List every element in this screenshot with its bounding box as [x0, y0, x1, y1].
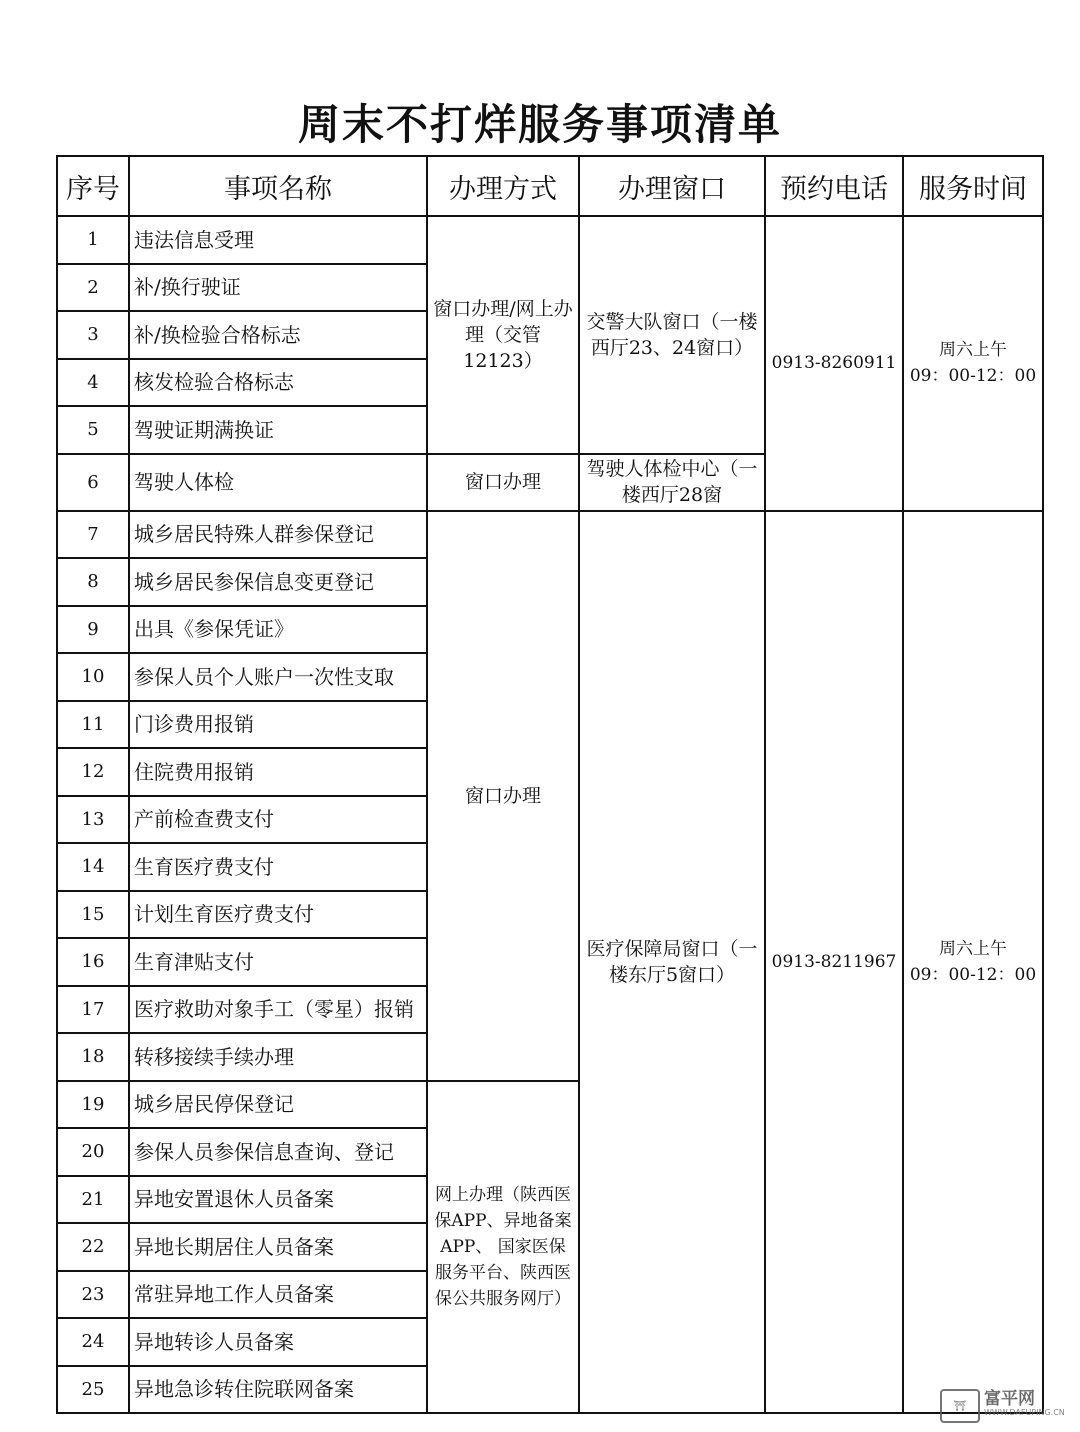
- row-number: 19: [57, 1081, 129, 1129]
- method-cell: 窗口办理: [427, 511, 579, 1081]
- table-row: [57, 216, 1043, 264]
- row-item-name: 违法信息受理: [129, 216, 427, 264]
- row-number: 15: [57, 891, 129, 939]
- row-number: 5: [57, 406, 129, 454]
- service-time-hours: 09：00-12：00: [909, 964, 1037, 985]
- row-item-name: 门诊费用报销: [129, 701, 427, 749]
- row-number: 4: [57, 359, 129, 407]
- row-number: 9: [57, 606, 129, 654]
- watermark-url: WWW.DAFUPING.CN: [984, 1408, 1065, 1417]
- row-item-name: 驾驶证期满换证: [129, 406, 427, 454]
- row-item-name: 参保人员个人账户一次性支取: [129, 653, 427, 701]
- service-time-cell: [903, 216, 1043, 511]
- row-number: 25: [57, 1366, 129, 1414]
- row-item-name: 医疗救助对象手工（零星）报销: [129, 986, 427, 1034]
- row-number: 20: [57, 1128, 129, 1176]
- header-phone: 预约电话: [765, 156, 903, 216]
- method-cell: 网上办理（陕西医保APP、异地备案APP、 国家医保服务平台、陕西医保公共服务网厅）: [427, 1081, 579, 1414]
- service-time-cell: [903, 511, 1043, 1414]
- row-item-name: 常驻异地工作人员备案: [129, 1271, 427, 1319]
- row-item-name: 异地急诊转住院联网备案: [129, 1366, 427, 1414]
- header-number: 序号: [57, 156, 129, 216]
- service-items-table: [56, 155, 1044, 1414]
- window-cell: 驾驶人体检中心（一楼西厅28窗: [579, 454, 765, 511]
- row-item-name: 出具《参保凭证》: [129, 606, 427, 654]
- row-item-name: 住院费用报销: [129, 748, 427, 796]
- site-watermark: [940, 1386, 1072, 1426]
- row-number: 12: [57, 748, 129, 796]
- row-item-name: 城乡居民停保登记: [129, 1081, 427, 1129]
- row-number: 14: [57, 843, 129, 891]
- row-item-name: 补/换行驶证: [129, 264, 427, 312]
- row-number: 21: [57, 1176, 129, 1224]
- table-header-row: [57, 156, 1043, 216]
- row-number: 18: [57, 1033, 129, 1081]
- row-item-name: 异地转诊人员备案: [129, 1318, 427, 1366]
- window-cell: 交警大队窗口（一楼西厅23、24窗口）: [579, 216, 765, 454]
- row-item-name: 城乡居民参保信息变更登记: [129, 558, 427, 606]
- row-number: 23: [57, 1271, 129, 1319]
- row-number: 2: [57, 264, 129, 312]
- row-number: 1: [57, 216, 129, 264]
- row-number: 13: [57, 796, 129, 844]
- row-number: 8: [57, 558, 129, 606]
- row-item-name: 异地安置退休人员备案: [129, 1176, 427, 1224]
- row-number: 16: [57, 938, 129, 986]
- row-number: 24: [57, 1318, 129, 1366]
- row-number: 3: [57, 311, 129, 359]
- row-item-name: 转移接续手续办理: [129, 1033, 427, 1081]
- row-item-name: 核发检验合格标志: [129, 359, 427, 407]
- row-item-name: 产前检查费支付: [129, 796, 427, 844]
- row-item-name: 补/换检验合格标志: [129, 311, 427, 359]
- row-number: 17: [57, 986, 129, 1034]
- phone-cell: 0913-8260911: [765, 216, 903, 511]
- window-cell: 医疗保障局窗口（一楼东厅5窗口）: [579, 511, 765, 1414]
- header-method: 办理方式: [427, 156, 579, 216]
- row-number: 7: [57, 511, 129, 559]
- row-item-name: 驾驶人体检: [129, 454, 427, 511]
- row-number: 11: [57, 701, 129, 749]
- row-number: 10: [57, 653, 129, 701]
- gate-logo-icon: ⛩: [940, 1389, 980, 1423]
- page-title: 周末不打烊服务事项清单: [297, 100, 782, 149]
- row-number: 22: [57, 1223, 129, 1271]
- row-item-name: 生育医疗费支付: [129, 843, 427, 891]
- row-item-name: 异地长期居住人员备案: [129, 1223, 427, 1271]
- service-time-day: 周六上午: [939, 340, 1007, 361]
- watermark-name: 富平网: [984, 1389, 1035, 1409]
- row-item-name: 参保人员参保信息查询、登记: [129, 1128, 427, 1176]
- row-item-name: 生育津贴支付: [129, 938, 427, 986]
- method-cell: 窗口办理/网上办理（交管12123）: [427, 216, 579, 454]
- service-time-hours: 09：00-12：00: [909, 366, 1037, 387]
- table-row: [57, 511, 1043, 559]
- service-time-day: 周六上午: [939, 938, 1007, 959]
- method-cell: 窗口办理: [427, 454, 579, 511]
- row-item-name: 城乡居民特殊人群参保登记: [129, 511, 427, 559]
- row-number: 6: [57, 454, 129, 511]
- header-item-name: 事项名称: [129, 156, 427, 216]
- phone-cell: 0913-8211967: [765, 511, 903, 1414]
- header-window: 办理窗口: [579, 156, 765, 216]
- header-service-time: 服务时间: [903, 156, 1043, 216]
- row-item-name: 计划生育医疗费支付: [129, 891, 427, 939]
